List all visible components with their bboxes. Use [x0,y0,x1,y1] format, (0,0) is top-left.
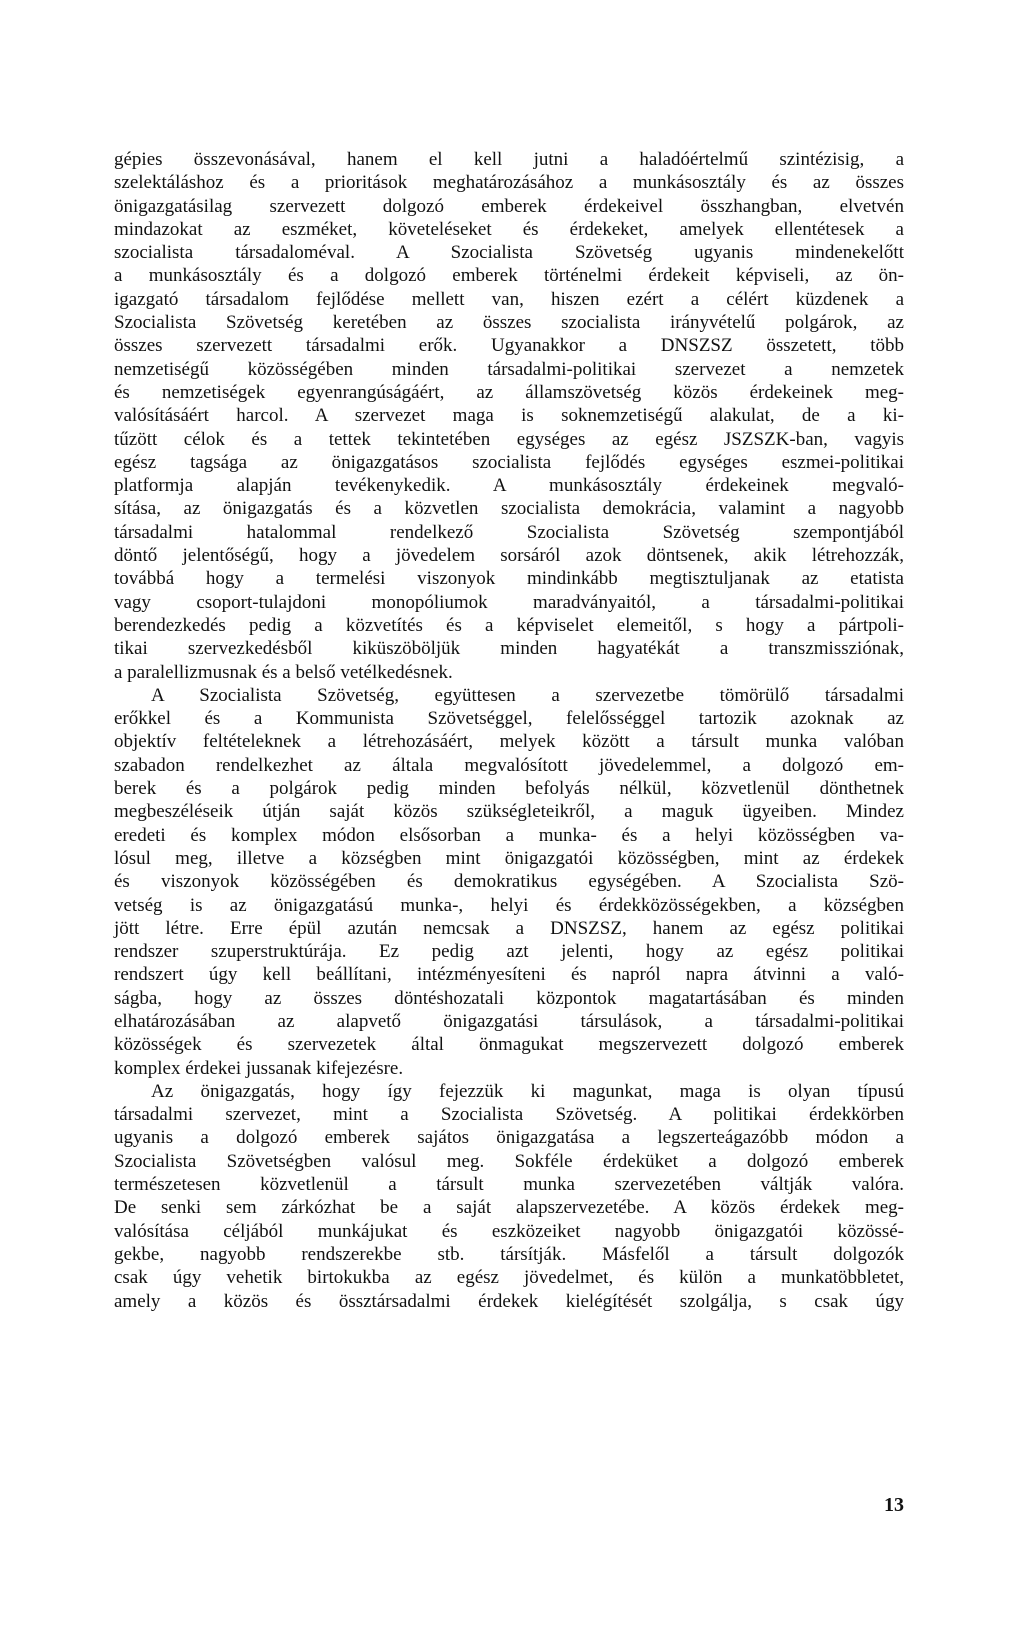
text-line: csak úgy vehetik birtokukba az egész jövedelmet, és külön a munkatöbbletet, [114,1267,904,1289]
text-line: platformja alapján tevékenykedik. A munkásosztály érdekeinek megvaló- [114,475,904,497]
text-line: szocialista társadaloméval. A Szocialista Szövetség ugyanis mindenekelőtt [114,242,904,264]
text-line: rendszert úgy kell beállítani, intézményesíteni és napról napra átvinni a való- [114,964,904,986]
text-line: eredeti és komplex módon elsősorban a munka- és a helyi közösségben va- [114,824,904,846]
text-line: lósul meg, illetve a községben mint önigazgatói közösségben, mint az érdekek [114,847,904,869]
text-line: De senki sem zárkózhat be a saját alapszervezetébe. A közös érdekek meg- [114,1197,904,1219]
text-line: összes szervezett társadalmi erők. Ugyanakkor a DNSZSZ összetett, több [114,335,904,357]
text-line: Szocialista Szövetség keretében az összes szocialista irányvételű polgárok, az [114,312,904,334]
text-line: ságba, hogy az összes döntéshozatali központok magatartásában és minden [114,987,904,1009]
text-line: társadalmi szervezet, mint a Szocialista Szövetség. A politikai érdekkörben [114,1104,904,1126]
text-line: közösségek és szervezetek által önmagukat megszervezett dolgozó emberek [114,1034,904,1056]
text-line: és nemzetiségek egyenrangúságáért, az államszövetség közös érdekeinek meg- [114,381,904,403]
text-line: rendszer szuperstruktúrája. Ez pedig azt jelenti, hogy az egész politikai [114,941,904,963]
text-line: döntő jelentőségű, hogy a jövedelem sorsáról azok döntsenek, akik létrehozzák, [114,545,904,567]
text-line: tűzött célok és a tettek tekintetében egységes az egész JSZSZK-ban, vagyis [114,428,904,450]
text-line: tikai szervezkedésből kiküszöböljük minden hagyatékát a transzmissziónak, [114,638,904,660]
page-number: 13 [884,1494,904,1516]
text-line: valósítása céljából munkájukat és eszközeiket nagyobb önigazgatói közössé- [114,1220,904,1242]
text-line: berendezkedés pedig a közvetítés és a képviselet elemeitől, s hogy a pártpoli- [114,614,904,636]
text-line: és viszonyok közösségében és demokratikus egységében. A Szocialista Szö- [114,871,904,893]
text-line: társadalmi hatalommal rendelkező Szocialista Szövetség szempontjából [114,521,904,543]
text-line: a paralellizmusnak és a belső vetélkedésnek. [114,661,453,683]
text-line: Szocialista Szövetségben valósul meg. Sokféle érdeküket a dolgozó emberek [114,1150,904,1172]
text-line: szabadon rendelkezhet az általa megvalósított jövedelemmel, a dolgozó em- [114,754,904,776]
paragraph [114,1080,904,1313]
text-line: ugyanis a dolgozó emberek sajátos önigazgatása a legszerteágazóbb módon a [114,1127,904,1149]
text-line: sítása, az önigazgatás és a közvetlen szocialista demokrácia, valamint a nagyobb [114,498,904,520]
text-line: A Szocialista Szövetség, együttesen a szervezetbe tömörülő társadalmi [151,684,904,706]
text-line: amely a közös és össztársadalmi érdekek kielégítését szolgálja, s csak úgy [114,1290,904,1312]
body-text [114,148,904,1313]
text-line: gekbe, nagyobb rendszerekbe stb. társítják. Másfelől a társult dolgozók [114,1243,904,1265]
text-line: erőkkel és a Kommunista Szövetséggel, felelősséggel tartozik azoknak az [114,708,904,730]
text-line: egész tagsága az önigazgatásos szocialista fejlődés egységes eszmei-politikai [114,451,904,473]
text-line: gépies összevonásával, hanem el kell jutni a haladóértelmű szintézisig, a [114,149,904,170]
paragraph [114,684,904,1080]
text-line: igazgató társadalom fejlődése mellett van, hiszen ezért a célért küzdenek a [114,288,904,310]
text-line: mindazokat az eszméket, követeléseket és érdekeket, amelyek ellentétesek a [114,218,904,240]
text-line: megbeszéléseik útján saját közös szükségleteikről, a maguk ügyeiben. Mindez [114,801,904,823]
text-line: továbbá hogy a termelési viszonyok mindinkább megtisztuljanak az etatista [114,568,904,590]
text-line: valósításáért harcol. A szervezet maga is soknemzetiségű alakulat, de a ki- [114,405,904,427]
text-line: komplex érdekei jussanak kifejezésre. [114,1057,404,1079]
text-line: szelektáláshoz és a prioritások meghatározásához a munkásosztály és az összes [114,172,904,194]
text-line: elhatározásában az alapvető önigazgatási társulások, a társadalmi-politikai [114,1010,904,1032]
paragraph [114,148,904,684]
text-line: önigazgatásilag szervezett dolgozó emberek érdekeivel összhangban, elvetvén [114,195,904,217]
text-line: berek és a polgárok pedig minden befolyás nélkül, közvetlenül dönthetnek [114,778,904,800]
text-line: objektív feltételeknek a létrehozásáért, melyek között a társult munka valóban [114,731,904,753]
text-line: vetség is az önigazgatású munka-, helyi és érdekközösségekben, a községben [114,894,904,916]
text-line: a munkásosztály és a dolgozó emberek történelmi érdekeit képviseli, az ön- [114,265,904,287]
text-line: nemzetiségű közösségében minden társadalmi-politikai szervezet a nemzetek [114,358,904,380]
text-line: jött létre. Erre épül azután nemcsak a DNSZSZ, hanem az egész politikai [114,917,904,939]
text-line: természetesen közvetlenül a társult munka szervezetében váltják valóra. [114,1174,904,1196]
text-line: Az önigazgatás, hogy így fejezzük ki magunkat, maga is olyan típusú [151,1080,904,1102]
text-line: vagy csoport-tulajdoni monopóliumok maradványaitól, a társadalmi-politikai [114,591,904,613]
